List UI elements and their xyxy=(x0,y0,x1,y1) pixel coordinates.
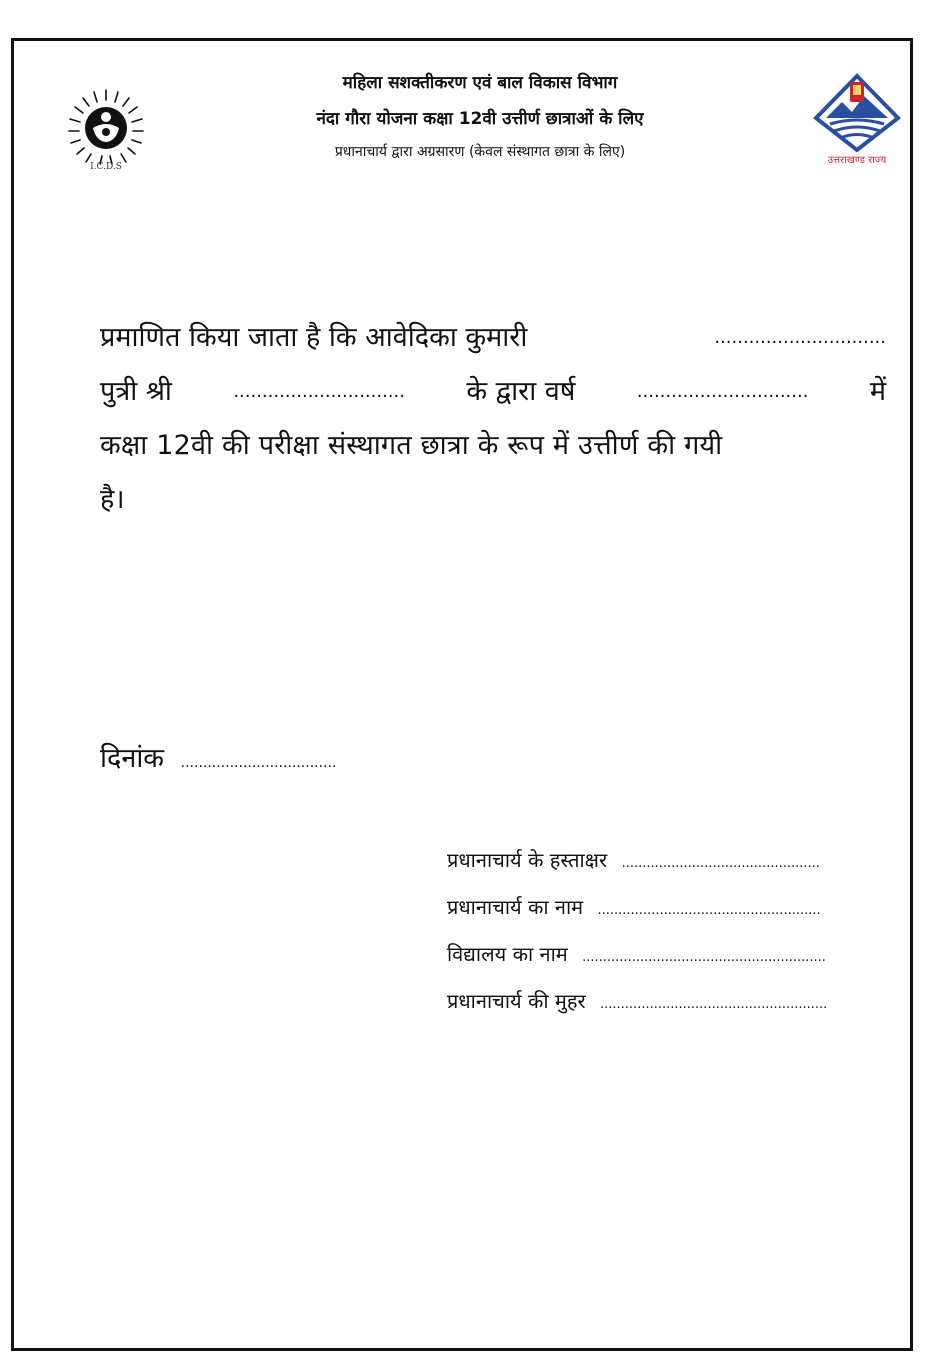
icds-logo-icon xyxy=(64,86,148,176)
date-row xyxy=(100,738,336,775)
date-blank[interactable]: ................................... xyxy=(180,755,337,771)
certificate-text-2a: पुत्री श्री xyxy=(100,376,172,407)
department-title: महिला सशक्तीकरण एवं बाल विकास विभाग xyxy=(342,73,618,93)
certificate-line-1 xyxy=(100,320,886,356)
uttarakhand-emblem-icon xyxy=(812,72,902,168)
principal-name-blank[interactable]: ...................................................... xyxy=(597,903,821,918)
certificate-line-2 xyxy=(100,374,886,410)
form-subtitle: प्रधानाचार्य द्वारा अग्रसारण (केवल संस्थागत छात्रा के लिए) xyxy=(334,144,626,160)
principal-seal-label: प्रधानाचार्य की मुहर xyxy=(447,989,586,1013)
scheme-title: नंदा गौरा योजना कक्षा 12वी उत्तीर्ण छात्राओं के लिए xyxy=(316,109,644,129)
school-name-blank[interactable]: ........................................................... xyxy=(582,950,826,965)
certificate-text-2c: में xyxy=(869,376,886,407)
applicant-name-blank[interactable]: .............................. xyxy=(714,327,886,348)
school-name-row xyxy=(447,940,867,967)
date-label: दिनांक xyxy=(100,743,165,774)
page-border xyxy=(11,38,913,1351)
principal-seal-blank[interactable]: ....................................................... xyxy=(600,997,828,1012)
principal-name-label: प्रधानाचार्य का नाम xyxy=(447,895,584,919)
principal-signature-label: प्रधानाचार्य के हस्ताक्षर xyxy=(447,848,608,872)
icds-caption: I.C.D.S xyxy=(90,162,122,172)
certificate-line-4: है। xyxy=(100,484,125,515)
school-name-label: विद्यालय का नाम xyxy=(447,942,568,966)
principal-signature-blank[interactable]: ................................................ xyxy=(621,856,820,871)
father-name-blank[interactable]: .............................. xyxy=(233,381,405,402)
principal-seal-row xyxy=(447,987,867,1014)
certificate-text-1: प्रमाणित किया जाता है कि आवेदिका कुमारी xyxy=(100,322,528,353)
principal-name-row xyxy=(447,893,867,920)
certificate-text-2b: के द्वारा वर्ष xyxy=(466,376,576,407)
principal-signature-row xyxy=(447,846,867,873)
year-blank[interactable]: .............................. xyxy=(636,381,809,402)
certificate-line-3: कक्षा 12वी की परीक्षा संस्थागत छात्रा के रूप में उत्तीर्ण की गयी xyxy=(100,430,723,461)
uttarakhand-caption: उत्तराखण्ड राज्य xyxy=(827,155,887,166)
